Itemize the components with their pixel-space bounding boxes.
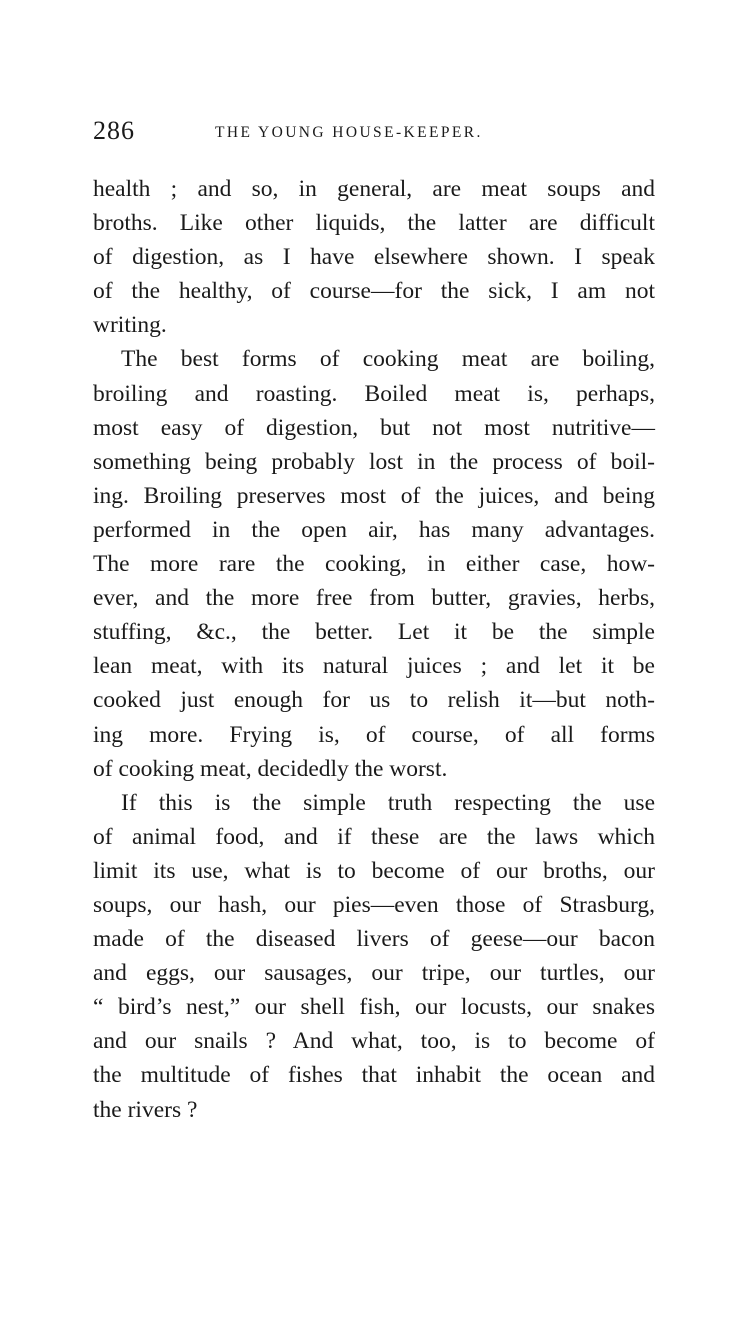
text-line: “ bird’s nest,” our shell fish, our locusts, our snakes (93, 994, 655, 1021)
text-line: writing. (93, 312, 167, 339)
text-line: and eggs, our sausages, our tripe, our turtles, our (93, 960, 655, 987)
text-line: lean meat, with its natural juices ; and let it be (93, 653, 655, 680)
page-number: 286 (93, 116, 135, 145)
running-head (93, 116, 663, 146)
running-title: THE YOUNG HOUSE-KEEPER. (215, 124, 483, 141)
text-line: limit its use, what is to become of our broths, our (93, 857, 655, 884)
text-line: performed in the open air, has many advantages. (93, 516, 655, 543)
text-line: soups, our hash, our pies—even those of Strasburg, (93, 891, 655, 918)
text-line: broths. Like other liquids, the latter are difficult (93, 210, 655, 237)
text-line: health ; and so, in general, are meat soups and (93, 176, 655, 202)
body-text (93, 172, 655, 1127)
text-line: of cooking meat, decidedly the worst. (93, 755, 448, 782)
text-line: something being probably lost in the process of boil- (93, 448, 655, 475)
text-line: ever, and the more free from butter, gravies, herbs, (93, 585, 655, 612)
text-line: cooked just enough for us to relish it—but noth- (93, 687, 655, 714)
text-line: stuffing, &c., the better. Let it be the simple (93, 619, 655, 646)
text-line: The more rare the cooking, in either case, how- (93, 551, 655, 578)
text-line: If this is the simple truth respecting the use (121, 789, 655, 816)
text-line: the rivers ? (93, 1096, 198, 1123)
text-line: of the healthy, of course—for the sick, I am not (93, 278, 655, 305)
text-line: of animal food, and if these are the laws which (93, 823, 655, 850)
text-line: The best forms of cooking meat are boiling, (121, 346, 655, 373)
text-line: ing. Broiling preserves most of the juices, and being (93, 482, 655, 509)
text-line: ing more. Frying is, of course, of all forms (93, 721, 655, 748)
text-line: made of the diseased livers of geese—our bacon (93, 926, 655, 953)
text-line: most easy of digestion, but not most nutritive— (93, 414, 655, 441)
text-line: and our snails ? And what, too, is to become of (93, 1028, 655, 1055)
text-line: the multitude of fishes that inhabit the ocean and (93, 1062, 655, 1089)
text-line: broiling and roasting. Boiled meat is, perhaps, (93, 380, 655, 407)
text-line: of digestion, as I have elsewhere shown. I speak (93, 244, 655, 271)
